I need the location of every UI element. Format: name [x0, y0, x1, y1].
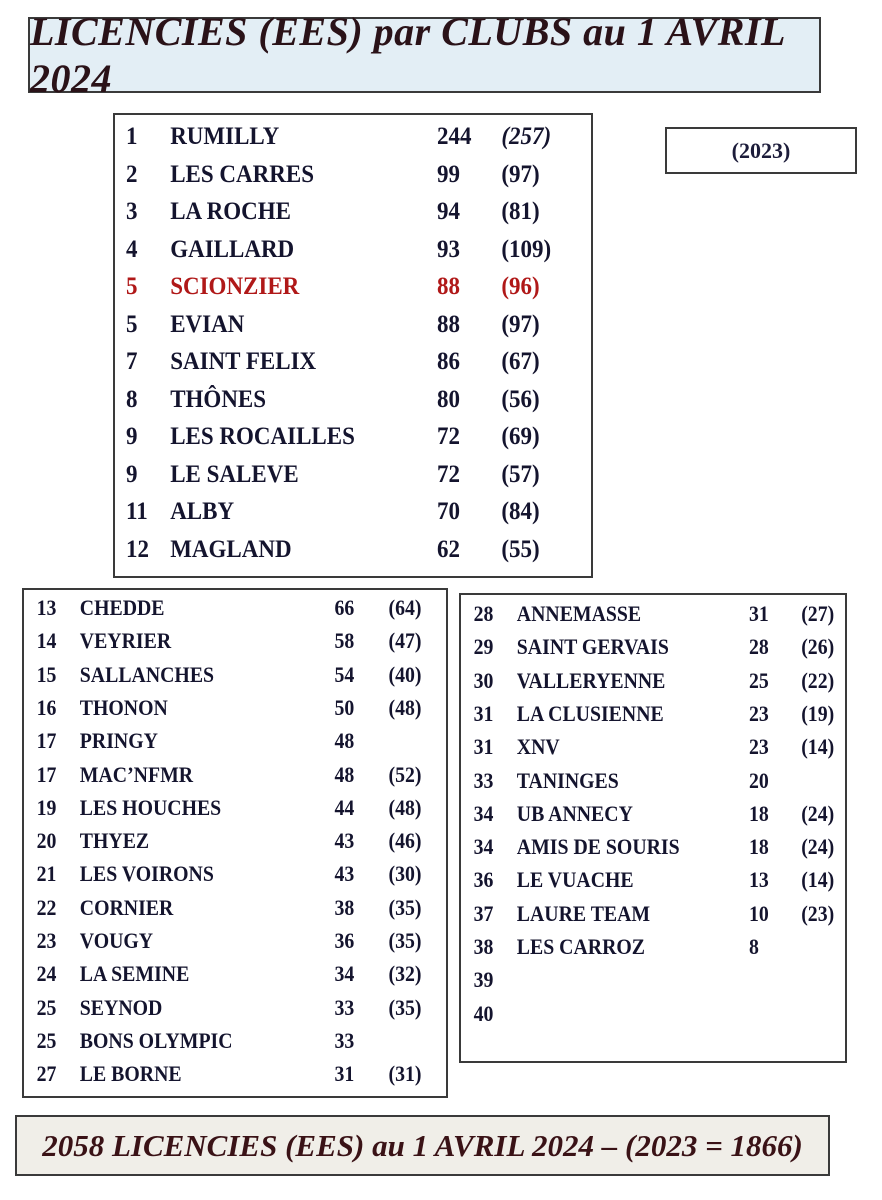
license-count-cell: 18: [749, 800, 769, 826]
rank-cell: 17: [36, 761, 57, 787]
license-count-cell: 80: [437, 385, 460, 413]
previous-year-cell: (257): [501, 123, 552, 150]
rank-cell: 21: [36, 861, 57, 887]
rank-cell: 28: [473, 601, 494, 626]
rank-cell: 17: [36, 728, 57, 754]
rank-cell: 33: [473, 767, 494, 793]
rank-cell: 23: [36, 928, 57, 953]
rank-cell: 14: [36, 628, 57, 654]
club-name-cell: PRINGY: [79, 728, 158, 754]
rank-cell: 36: [473, 867, 494, 893]
club-name-cell: LES CARROZ: [516, 934, 645, 959]
rank-cell: 40: [473, 1000, 494, 1026]
rank-cell: 11: [126, 498, 148, 525]
previous-year-cell: (30): [388, 861, 422, 887]
license-count-cell: 38: [334, 894, 355, 920]
rank-cell: 29: [473, 634, 494, 660]
license-count-cell: 48: [334, 728, 355, 754]
license-count-cell: 48: [334, 761, 355, 787]
club-name-cell: XNV: [516, 734, 560, 760]
license-count-cell: 88: [437, 273, 460, 300]
club-name-cell: LA CLUSIENNE: [516, 700, 664, 726]
club-name-cell: SAINT GERVAIS: [516, 634, 669, 660]
rank-cell: 16: [36, 694, 57, 720]
club-name-cell: VOUGY: [79, 928, 154, 953]
license-count-cell: 28: [749, 634, 769, 660]
previous-year-cell: (14): [801, 734, 835, 760]
previous-year-cell: (24): [801, 800, 835, 826]
rank-cell: 9: [126, 423, 138, 450]
previous-year-cell: (67): [501, 348, 540, 375]
previous-year-cell: (14): [801, 867, 835, 893]
license-count-cell: 62: [437, 535, 460, 563]
rank-cell: 27: [36, 1061, 57, 1087]
previous-year-cell: (40): [388, 661, 422, 687]
rank-cell: 1: [126, 123, 138, 150]
top-clubs-table: [113, 113, 593, 578]
rank-cell: 30: [473, 667, 494, 693]
club-name-cell: LE VUACHE: [516, 867, 634, 893]
license-count-cell: 31: [334, 1061, 355, 1087]
license-count-cell: 20: [749, 767, 769, 793]
license-count-cell: 86: [437, 348, 460, 375]
license-count-cell: 10: [749, 900, 769, 926]
club-name-cell: CHEDDE: [79, 595, 165, 620]
club-name-cell: LES ROCAILLES: [170, 423, 355, 450]
previous-year-cell: (81): [501, 198, 540, 225]
previous-year-cell: (48): [388, 694, 422, 720]
license-count-cell: 54: [334, 661, 355, 687]
rank-cell: 3: [126, 198, 138, 225]
license-count-cell: 99: [437, 160, 460, 188]
rank-cell: 34: [473, 834, 494, 860]
club-name-cell: SCIONZIER: [170, 273, 300, 300]
previous-year-cell: (26): [801, 634, 835, 660]
club-name-cell: LES VOIRONS: [79, 861, 214, 887]
previous-year-cell: (109): [501, 235, 552, 263]
license-count-cell: 43: [334, 828, 355, 854]
license-count-cell: 66: [334, 595, 355, 620]
previous-year-cell: (84): [501, 498, 540, 525]
club-name-cell: UB ANNECY: [516, 800, 633, 826]
previous-year-cell: (47): [388, 628, 422, 654]
previous-year-cell: (69): [501, 423, 540, 450]
license-count-cell: 36: [334, 928, 355, 953]
club-name-cell: TANINGES: [516, 767, 619, 793]
rank-cell: 8: [126, 385, 138, 413]
club-name-cell: SAINT FELIX: [170, 348, 317, 375]
previous-year-cell: (52): [388, 761, 422, 787]
rank-cell: 13: [36, 595, 57, 620]
license-count-cell: 44: [334, 794, 355, 820]
license-count-cell: 58: [334, 628, 355, 654]
total-footer: 2058 LICENCIES (EES) au 1 AVRIL 2024 – (2023 = 1866): [15, 1115, 830, 1176]
previous-year-cell: (97): [501, 310, 540, 338]
club-name-cell: THÔNES: [170, 385, 267, 413]
previous-year-cell: (27): [801, 601, 835, 626]
club-name-cell: VALLERYENNE: [516, 667, 666, 693]
license-count-cell: 70: [437, 498, 460, 525]
license-count-cell: 8: [749, 934, 759, 959]
license-count-cell: 23: [749, 734, 769, 760]
license-count-cell: 25: [749, 667, 769, 693]
club-name-cell: LA SEMINE: [79, 961, 190, 987]
license-count-cell: 93: [437, 235, 460, 263]
previous-year-cell: (35): [388, 994, 422, 1020]
license-count-cell: 34: [334, 961, 355, 987]
rank-cell: 31: [473, 700, 494, 726]
license-count-cell: 31: [749, 601, 769, 626]
license-count-cell: 13: [749, 867, 769, 893]
previous-year-cell: (24): [801, 834, 835, 860]
club-name-cell: MAC’NFMR: [79, 761, 194, 787]
license-count-cell: 244: [437, 123, 472, 150]
rank-cell: 31: [473, 734, 494, 760]
bottom-clubs-table: [459, 593, 847, 1063]
rank-cell: 5: [126, 310, 138, 338]
previous-year-cell: (55): [501, 535, 540, 563]
previous-year-cell: (97): [501, 160, 540, 188]
license-count-cell: 72: [437, 460, 460, 488]
rank-cell: 25: [36, 1027, 57, 1053]
club-name-cell: SEYNOD: [79, 994, 163, 1020]
rank-cell: 9: [126, 460, 138, 488]
club-name-cell: THONON: [79, 694, 168, 720]
rank-cell: 20: [36, 828, 57, 854]
previous-year-cell: (32): [388, 961, 422, 987]
club-name-cell: ANNEMASSE: [516, 601, 642, 626]
club-name-cell: AMIS DE SOURIS: [516, 834, 680, 860]
club-name-cell: LES CARRES: [170, 160, 315, 188]
year-legend-box: (2023): [665, 127, 857, 174]
rank-cell: 24: [36, 961, 57, 987]
license-count-cell: 33: [334, 994, 355, 1020]
previous-year-cell: (46): [388, 828, 422, 854]
rank-cell: 38: [473, 934, 494, 959]
previous-year-cell: (56): [501, 385, 540, 413]
previous-year-cell: (64): [388, 595, 422, 620]
rank-cell: 19: [36, 794, 57, 820]
club-name-cell: MAGLAND: [170, 535, 292, 563]
previous-year-cell: (35): [388, 928, 422, 953]
club-name-cell: RUMILLY: [170, 123, 280, 150]
license-count-cell: 33: [334, 1027, 355, 1053]
club-name-cell: BONS OLYMPIC: [79, 1027, 233, 1053]
license-count-cell: 43: [334, 861, 355, 887]
license-count-cell: 23: [749, 700, 769, 726]
rank-cell: 25: [36, 994, 57, 1020]
license-count-cell: 72: [437, 423, 460, 450]
club-name-cell: ALBY: [170, 498, 235, 525]
previous-year-cell: (96): [501, 273, 540, 300]
club-name-cell: LA ROCHE: [170, 198, 291, 225]
previous-year-cell: (35): [388, 894, 422, 920]
page-title: LICENCIES (EES) par CLUBS au 1 AVRIL 2024: [28, 17, 821, 93]
middle-clubs-table: [22, 588, 448, 1098]
rank-cell: 7: [126, 348, 138, 375]
club-name-cell: LE BORNE: [79, 1061, 182, 1087]
rank-cell: 34: [473, 800, 494, 826]
rank-cell: 15: [36, 661, 57, 687]
rank-cell: 5: [126, 273, 138, 300]
license-count-cell: 94: [437, 198, 460, 225]
rank-cell: 2: [126, 160, 138, 188]
rank-cell: 39: [473, 967, 494, 993]
club-name-cell: CORNIER: [79, 894, 174, 920]
club-name-cell: LAURE TEAM: [516, 900, 651, 926]
club-name-cell: SALLANCHES: [79, 661, 215, 687]
license-count-cell: 88: [437, 310, 460, 338]
rank-cell: 4: [126, 235, 138, 263]
club-name-cell: THYEZ: [79, 828, 150, 854]
previous-year-cell: (57): [501, 460, 540, 488]
license-count-cell: 18: [749, 834, 769, 860]
previous-year-cell: (23): [801, 900, 835, 926]
previous-year-cell: (31): [388, 1061, 422, 1087]
license-count-cell: 50: [334, 694, 355, 720]
club-name-cell: EVIAN: [170, 310, 245, 338]
club-name-cell: LES HOUCHES: [79, 794, 222, 820]
club-name-cell: LE SALEVE: [170, 460, 299, 488]
rank-cell: 12: [126, 535, 150, 563]
club-name-cell: GAILLARD: [170, 235, 295, 263]
club-name-cell: VEYRIER: [79, 628, 172, 654]
rank-cell: 22: [36, 894, 57, 920]
previous-year-cell: (48): [388, 794, 422, 820]
rank-cell: 37: [473, 900, 494, 926]
previous-year-cell: (22): [801, 667, 835, 693]
previous-year-cell: (19): [801, 700, 835, 726]
